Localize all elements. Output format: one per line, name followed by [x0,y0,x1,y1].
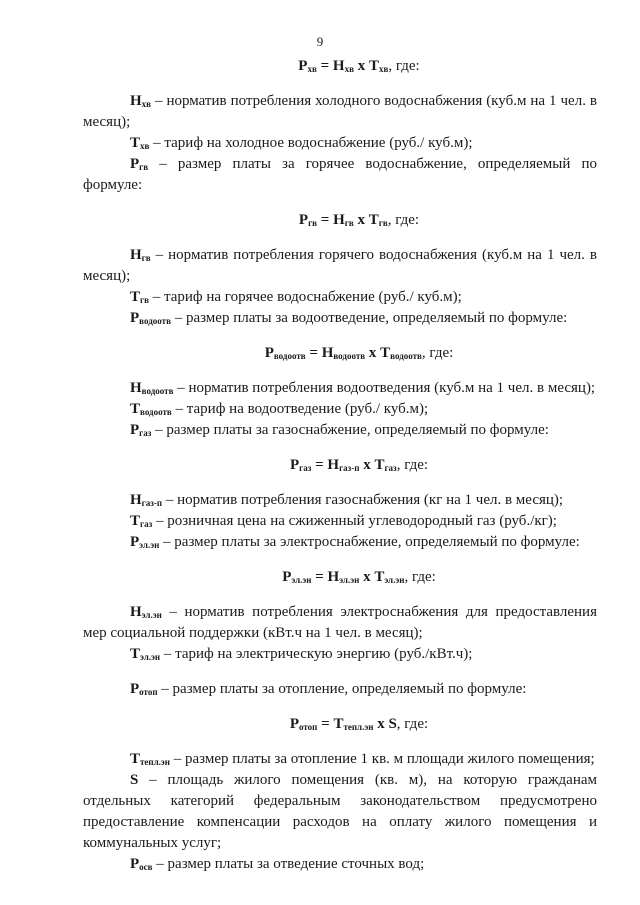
formula-subscript: гв [378,218,388,228]
term-subscript: водоотв [140,407,172,417]
formula-variable: Т [374,569,385,585]
spacer [83,364,597,378]
term: Н [130,492,142,508]
formula-subscript: эл.эн [339,575,360,585]
definition-paragraph [83,511,597,532]
definition-text: – норматив потребления холодного водоснабжения (куб.м на 1 чел. в месяц); [83,93,597,130]
formula [121,714,597,735]
term-subscript: эл.эн [141,610,162,620]
definition-paragraph [83,91,597,133]
definition-paragraph [83,602,597,644]
term-subscript: хв [141,99,152,109]
term: Т [130,401,141,417]
term-subscript: хв [140,141,150,151]
formula-subscript: гв [308,218,318,228]
spacer [83,329,597,343]
formula-variable: Н [321,345,334,361]
page-number: 9 [316,34,324,49]
formula-variable: Т [333,716,344,732]
formula-variable: Р [298,58,308,74]
formula-subscript: газ [299,463,312,473]
formula-subscript: эл.эн [384,575,405,585]
spacer [83,231,597,245]
formula-tail: , где: [404,569,436,585]
term-subscript: осв [139,862,153,872]
formula-tail: , где: [421,345,454,361]
formula-subscript: водоотв [390,351,422,361]
term-subscript: гв [140,295,149,305]
definition-paragraph [83,133,597,154]
formula-subscript: водоотв [333,351,366,361]
formula-operator: = [317,212,334,228]
term: Р [130,856,140,872]
definition-text: – размер платы за отведение сточных вод; [152,856,425,872]
definition-text: – норматив потребления электроснабжения для предоставления мер социальной поддержки (кВт.ч на 1 чел. в месяц); [83,604,597,641]
definition-paragraph [83,245,597,287]
definition-paragraph [83,770,597,854]
definition-text: – тариф на водоотведение (руб./ куб.м); [171,401,429,417]
formula-variable: Н [327,569,340,585]
document-body [83,56,597,875]
formula-variable: Т [380,345,391,361]
formula [121,56,597,77]
formula-subscript: хв [378,64,389,74]
formula-subscript: отоп [299,722,318,732]
definition-paragraph [83,490,597,511]
definition-text: – размер платы за отопление, определяемый по формуле: [157,681,527,697]
formula-operator: х [353,212,369,228]
formula-tail: , где: [388,58,420,74]
formula [121,210,597,231]
term-subscript: газ [139,428,152,438]
definition-text: – тариф на электрическую энергию (руб./кВт.ч); [160,646,473,662]
spacer [83,196,597,210]
definition-text: – тариф на горячее водоснабжение (руб./ куб.м); [148,289,462,305]
definition-paragraph [83,749,597,770]
spacer [83,553,597,567]
definition-text: – тариф на холодное водоснабжение (руб./ куб.м); [149,135,473,151]
formula-subscript: хв [344,64,354,74]
definition-text: – норматив потребления водоотведения (куб.м на 1 чел. в месяц); [173,380,596,396]
definition-text: – площадь жилого помещения (кв. м), на которую гражданам отдельных категорий федеральным законодательством предусмотрено предоставление компенсации расходов на оплату жилого помещения и коммунальных услуг; [83,772,597,851]
formula-operator: = [311,569,328,585]
formula-variable: Р [264,345,274,361]
term: Т [130,135,141,151]
formula-variable: Р [289,716,299,732]
term: Р [130,310,140,326]
term: Р [130,156,140,172]
term: Т [130,646,141,662]
definition-text: – норматив потребления газоснабжения (кг на 1 чел. в месяц); [162,492,564,508]
definition-text: – размер платы за водоотведение, определяемый по формуле: [170,310,568,326]
formula-operator: х [359,569,375,585]
formula-operator: х [373,716,389,732]
definition-paragraph [83,308,597,329]
term: Р [130,534,140,550]
formula-variable: Н [327,457,340,473]
spacer [83,476,597,490]
term-subscript: эл.эн [139,540,160,550]
term: S [130,772,139,788]
formula-operator: х [353,58,369,74]
term: Н [130,247,142,263]
term-subscript: водоотв [139,316,171,326]
formula-subscript: водоотв [273,351,306,361]
formula-tail: , где: [396,457,429,473]
term-subscript: газ [140,519,153,529]
formula-operator: х [365,345,381,361]
formula-variable: Р [298,212,309,228]
term: Р [130,681,140,697]
formula-subscript: газ-п [339,463,360,473]
term: Р [130,422,140,438]
definition-paragraph [83,287,597,308]
formula-variable: Т [368,212,379,228]
formula-operator: х [359,457,375,473]
term: Н [130,380,142,396]
definition-text: – размер платы за горячее водоснабжение, определяемый по формуле: [83,156,597,193]
formula-variable: Р [289,457,300,473]
formula-subscript: эл.эн [291,575,312,585]
formula [121,567,597,588]
term-subscript: тепл.эн [140,757,170,767]
term: Н [130,93,142,109]
formula-variable: Н [333,212,345,228]
definition-paragraph [83,854,597,875]
formula-subscript: тепл.эн [343,722,374,732]
definition-paragraph [83,420,597,441]
formula [121,343,597,364]
term: Н [130,604,142,620]
term: Т [130,513,141,529]
term-subscript: эл.эн [140,652,161,662]
term-subscript: водоотв [141,386,174,396]
formula-operator: = [317,716,334,732]
definition-text: – размер платы за отопление 1 кв. м площади жилого помещения; [170,751,595,767]
formula-subscript: гв [344,218,354,228]
formula-variable: Т [374,457,385,473]
definition-text: – норматив потребления горячего водоснабжения (куб.м на 1 чел. в месяц); [83,247,597,284]
formula-tail: , где: [396,716,429,732]
definition-paragraph [83,532,597,553]
term-subscript: гв [139,162,149,172]
definition-text: – размер платы за газоснабжение, определяемый по формуле: [151,422,549,438]
formula-operator: = [311,457,328,473]
definition-paragraph [83,378,597,399]
definition-paragraph [83,399,597,420]
term-subscript: гв [141,253,151,263]
definition-text: – розничная цена на сжиженный углеводородный газ (руб./кг); [152,513,557,529]
formula-variable: S [388,716,397,732]
spacer [83,665,597,679]
formula-tail: , где: [387,212,420,228]
formula-variable: Т [368,58,379,74]
term-subscript: отоп [139,687,158,697]
formula-operator: = [305,345,322,361]
spacer [83,700,597,714]
spacer [83,77,597,91]
term: Т [130,751,141,767]
formula [121,455,597,476]
formula-subscript: хв [307,64,317,74]
spacer [83,735,597,749]
formula-variable: Н [332,58,345,74]
formula-operator: = [316,58,333,74]
term-subscript: газ-п [141,498,163,508]
definition-paragraph [83,154,597,196]
formula-variable: Р [282,569,292,585]
spacer [83,588,597,602]
definition-text: – размер платы за электроснабжение, определяемый по формуле: [159,534,580,550]
formula-subscript: газ [384,463,397,473]
definition-paragraph [83,644,597,665]
definition-paragraph [83,679,597,700]
term: Т [130,289,141,305]
spacer [83,441,597,455]
